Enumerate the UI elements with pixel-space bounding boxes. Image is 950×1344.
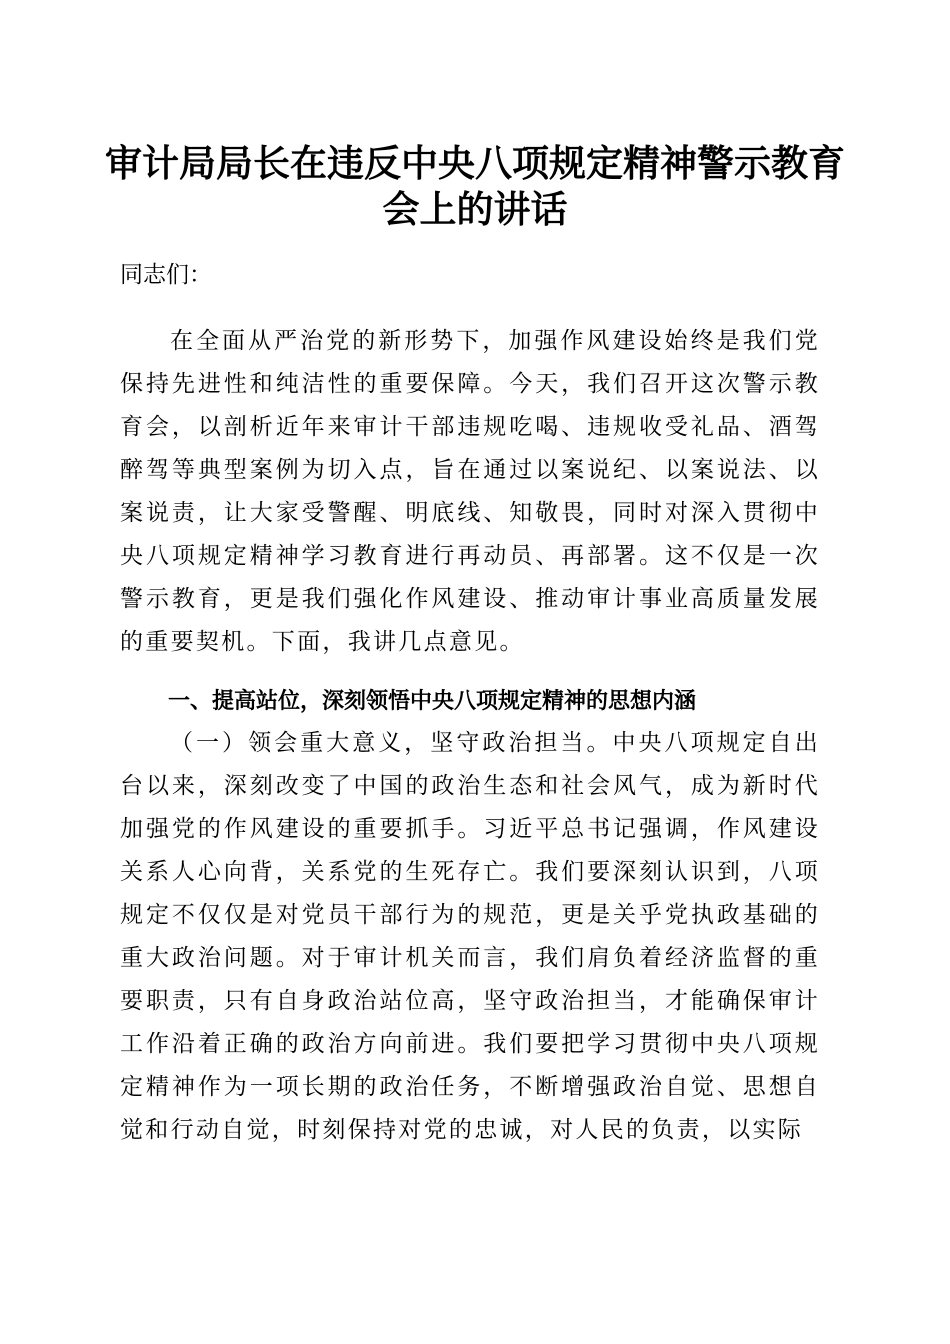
subsection-body: 中央八项规定自出台以来，深刻改变了中国的政治生态和社会风气，成为新时代加强党的作风建设的重要抓手。习近平总书记强调，作风建设关系人心向背，关系党的生死存亡。我们要深刻认识到，八项规定不仅仅是对党员干部行为的规范，更是关乎党执政基础的重大政治问题。对于审计机关而言，我们肩负着经济监督的重要职责，只有自身政治站位高，坚守政治担当，才能确保审计工作沿着正确的政治方向前进。我们要把学习贯彻中央八项规定精神作为一项长期的政治任务，不断增强政治自觉、思想自觉和行动自觉，时刻保持对党的忠诚，对人民的负责，以实际 <box>120 730 820 1143</box>
salutation: 同志们： <box>120 262 212 288</box>
document-title-line2: 会上的讲话 <box>382 187 568 231</box>
subsection-paragraph-1 <box>120 722 820 1152</box>
document-title-line1: 审计局局长在违反中央八项规定精神警示教育 <box>105 141 845 185</box>
opening-paragraph: 在全面从严治党的新形势下，加强作风建设始终是我们党保持先进性和纯洁性的重要保障。今天，我们召开这次警示教育会，以剖析近年来审计干部违规吃喝、违规收受礼品、酒驾醉驾等典型案例为切入点，旨在通过以案说纪、以案说法、以案说责，让大家受警醒、明底线、知敬畏，同时对深入贯彻中央八项规定精神学习教育进行再动员、再部署。这不仅是一次警示教育，更是我们强化作风建设、推动审计事业高质量发展的重要契机。下面，我讲几点意见。 <box>120 328 820 655</box>
subsection-lead: （一）领会重大意义，坚守政治担当。 <box>170 730 613 756</box>
section-heading-1: 一、提高站位，深刻领悟中央八项规定精神的思想内涵 <box>168 689 697 714</box>
